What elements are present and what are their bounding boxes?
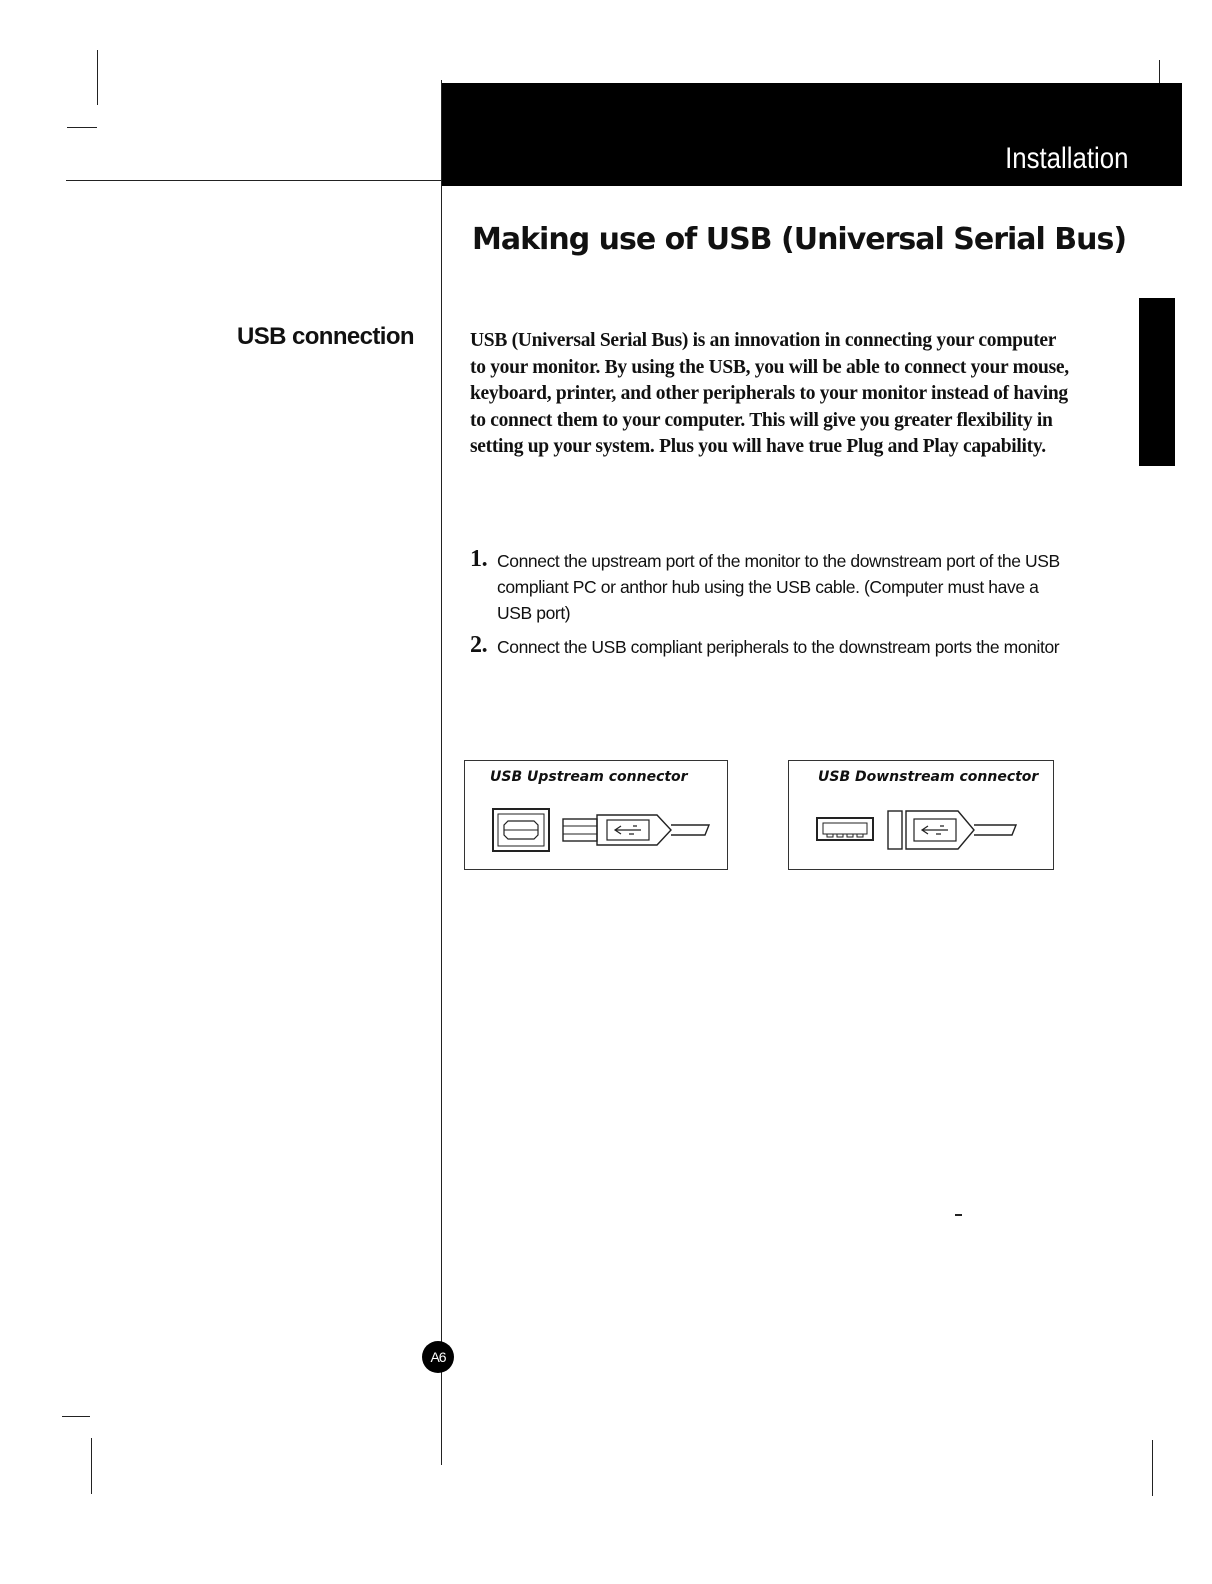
header-bar <box>442 83 1182 186</box>
section-label: USB connection <box>237 323 414 350</box>
header-section-title: Installation <box>1004 142 1128 175</box>
speck <box>955 1214 962 1216</box>
step-number: 1. <box>470 546 488 572</box>
crop-mark <box>1159 60 1160 84</box>
crop-mark <box>1152 1440 1153 1496</box>
crop-mark <box>62 1416 90 1417</box>
usb-upstream-figure <box>464 760 728 870</box>
step-text: Connect the USB compliant peripherals to the downstream ports the monitor <box>497 637 1060 657</box>
crop-mark <box>67 127 97 128</box>
step-number: 2. <box>470 632 488 658</box>
step-item <box>470 548 1060 626</box>
crop-mark <box>91 1438 92 1494</box>
crop-mark <box>97 50 98 105</box>
intro-paragraph: USB (Universal Serial Bus) is an innovation in connecting your computer to your monitor. By using the USB, you will be able to connect your mouse, keyboard, printer, and other peripherals to your monitor instead of having to connect them to your computer. This will give you greater flexibility in setting up your system. Plus you will have true Plug and Play capability. <box>470 330 1069 457</box>
step-item <box>470 634 1060 660</box>
usb-upstream-caption: USB Upstream connector <box>490 769 688 785</box>
page-title: Making use of USB (Universal Serial Bus) <box>472 222 1127 257</box>
column-divider <box>441 80 442 1465</box>
usb-downstream-figure <box>788 760 1054 870</box>
usb-a-connector-icon <box>815 805 1045 855</box>
usb-downstream-caption: USB Downstream connector <box>818 769 1039 785</box>
usb-b-connector-icon <box>491 805 721 855</box>
chapter-tab <box>1139 298 1175 466</box>
step-text: Connect the upstream port of the monitor to the downstream port of the USB compliant PC or anthor hub using the USB cable. (Computer must have a USB port) <box>497 551 1060 623</box>
section-rule <box>66 180 442 181</box>
steps-list <box>470 548 1060 668</box>
page-number-badge: A6 <box>422 1341 454 1373</box>
